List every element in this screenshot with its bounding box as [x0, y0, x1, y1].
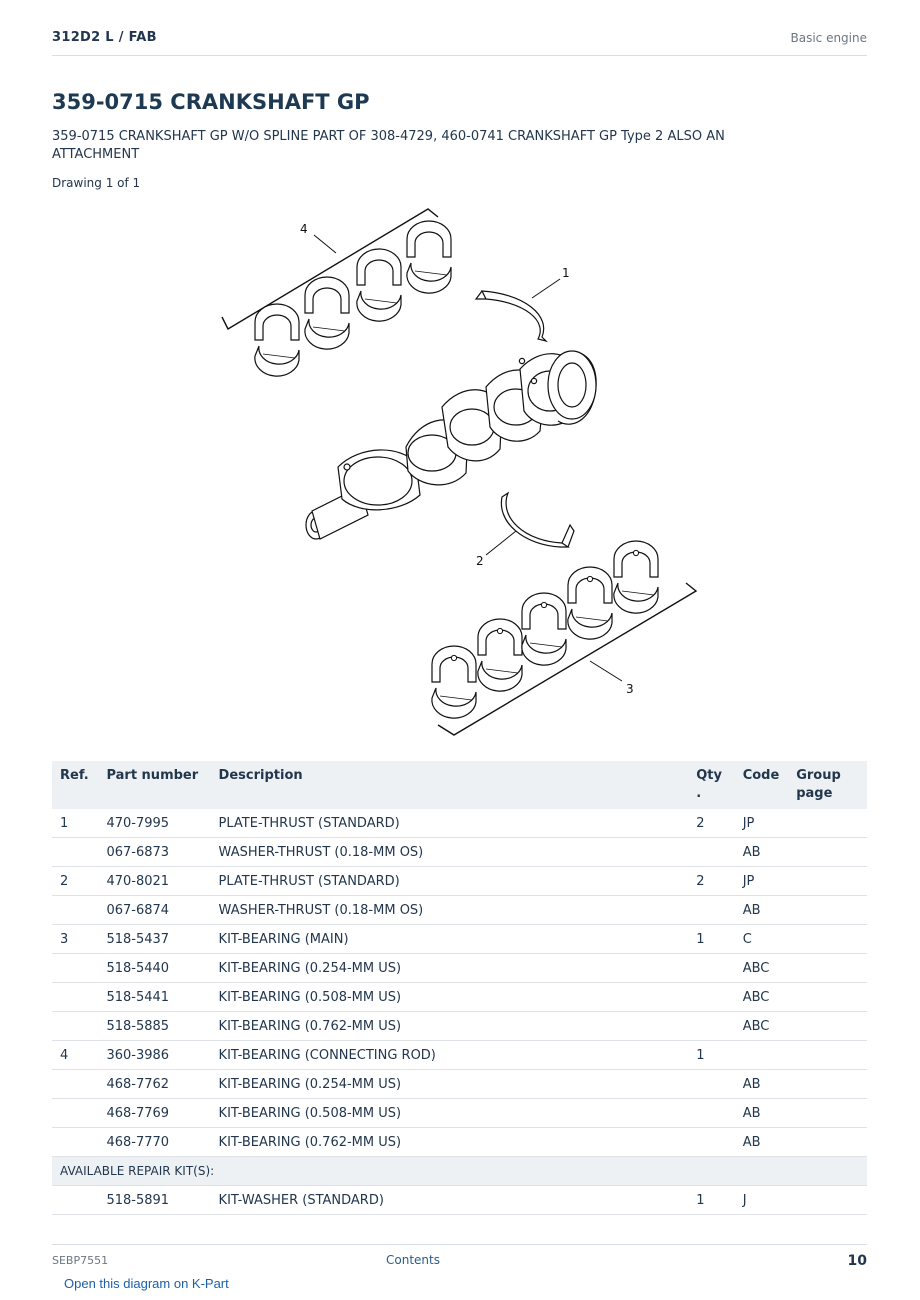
table-row: [52, 1070, 867, 1099]
part-number-cell: 468-7769: [98, 1099, 210, 1128]
ref-cell: [52, 1012, 98, 1041]
page-subtitle: 359-0715 CRANKSHAFT GP W/O SPLINE PART OF 308-4729, 460-0741 CRANKSHAFT GP Type 2 ALSO AN ATTACHMENT: [52, 129, 725, 162]
ref-cell: [52, 954, 98, 983]
crankshaft: [306, 351, 596, 539]
group-page-cell: [788, 1041, 867, 1070]
ref-cell: 1: [52, 809, 98, 838]
ref-cell: [52, 1128, 98, 1157]
table-row: [52, 954, 867, 983]
description-cell: KIT-BEARING (0.254-MM US): [211, 1070, 689, 1099]
ref-cell: [52, 983, 98, 1012]
qty-cell: 1: [688, 1041, 734, 1070]
ref-cell: 3: [52, 925, 98, 954]
part-number-cell: 518-5440: [98, 954, 210, 983]
drawing-label: Drawing 1 of 1: [52, 176, 141, 190]
part-number-cell: 468-7762: [98, 1070, 210, 1099]
part-number-cell: 518-5437: [98, 925, 210, 954]
ref-cell: [52, 1186, 98, 1215]
thrust-plate-upper: [476, 266, 570, 341]
part-number-cell: 518-5891: [98, 1186, 210, 1215]
group-page-cell: [788, 838, 867, 867]
group-page-cell: [788, 983, 867, 1012]
repair-kit-row: [52, 1186, 867, 1215]
group-page-cell: [788, 925, 867, 954]
col-code: Code: [735, 761, 789, 809]
description-cell: PLATE-THRUST (STANDARD): [211, 867, 689, 896]
col-part-number: Part number: [98, 761, 210, 809]
table-row: [52, 1099, 867, 1128]
code-cell: AB: [735, 1128, 789, 1157]
table-row: [52, 867, 867, 896]
table-row: [52, 1128, 867, 1157]
qty-cell: [688, 896, 734, 925]
kpart-link[interactable]: Open this diagram on K-Part: [64, 1276, 229, 1291]
page-header: [52, 28, 867, 56]
qty-cell: [688, 983, 734, 1012]
group-page-cell: [788, 1128, 867, 1157]
part-number-cell: 067-6873: [98, 838, 210, 867]
qty-cell: 1: [688, 925, 734, 954]
code-cell: [735, 1041, 789, 1070]
table-row: [52, 925, 867, 954]
ref-cell: [52, 1099, 98, 1128]
parts-table: [52, 761, 867, 1215]
table-row: [52, 1041, 867, 1070]
code-cell: C: [735, 925, 789, 954]
qty-cell: 1: [688, 1186, 734, 1215]
code-cell: AB: [735, 1070, 789, 1099]
parts-table-body: [52, 809, 867, 1215]
qty-cell: [688, 838, 734, 867]
ref-cell: [52, 1070, 98, 1099]
part-number-cell: 518-5885: [98, 1012, 210, 1041]
part-number-cell: 067-6874: [98, 896, 210, 925]
description-cell: KIT-BEARING (MAIN): [211, 925, 689, 954]
callout-2: 2: [476, 554, 484, 568]
group-page-cell: [788, 1070, 867, 1099]
qty-cell: [688, 1070, 734, 1099]
ref-cell: [52, 838, 98, 867]
description-cell: KIT-WASHER (STANDARD): [211, 1186, 689, 1215]
callout-1: 1: [562, 266, 570, 280]
repair-kits-label: AVAILABLE REPAIR KIT(S):: [52, 1157, 867, 1186]
col-ref: Ref.: [52, 761, 98, 809]
code-cell: JP: [735, 867, 789, 896]
description-cell: KIT-BEARING (0.762-MM US): [211, 1012, 689, 1041]
description-cell: WASHER-THRUST (0.18-MM OS): [211, 896, 689, 925]
thrust-plate-lower: [476, 493, 574, 568]
description-cell: WASHER-THRUST (0.18-MM OS): [211, 838, 689, 867]
code-cell: J: [735, 1186, 789, 1215]
table-row: [52, 809, 867, 838]
part-number-cell: 360-3986: [98, 1041, 210, 1070]
table-row: [52, 1012, 867, 1041]
qty-cell: [688, 1099, 734, 1128]
document-id: SEBP7551: [52, 1254, 109, 1267]
qty-cell: 2: [688, 867, 734, 896]
qty-cell: 2: [688, 809, 734, 838]
rod-bearing-group: [222, 209, 451, 376]
table-row: [52, 983, 867, 1012]
code-cell: AB: [735, 1099, 789, 1128]
callout-4: 4: [300, 222, 308, 236]
page-number: 10: [847, 1253, 867, 1269]
group-page-cell: [788, 1186, 867, 1215]
page-footer: [52, 1244, 867, 1275]
description-cell: KIT-BEARING (CONNECTING ROD): [211, 1041, 689, 1070]
code-cell: AB: [735, 838, 789, 867]
ref-cell: 2: [52, 867, 98, 896]
description-cell: KIT-BEARING (0.508-MM US): [211, 1099, 689, 1128]
description-cell: KIT-BEARING (0.254-MM US): [211, 954, 689, 983]
contents-link[interactable]: Contents: [386, 1253, 440, 1267]
callout-3: 3: [626, 682, 634, 696]
group-page-cell: [788, 1099, 867, 1128]
group-page-cell: [788, 809, 867, 838]
group-page-cell: [788, 896, 867, 925]
code-cell: ABC: [735, 954, 789, 983]
description-cell: PLATE-THRUST (STANDARD): [211, 809, 689, 838]
qty-cell: [688, 1012, 734, 1041]
col-description: Description: [211, 761, 689, 809]
group-page-cell: [788, 954, 867, 983]
ref-cell: 4: [52, 1041, 98, 1070]
ref-cell: [52, 896, 98, 925]
part-number-cell: 468-7770: [98, 1128, 210, 1157]
table-header-row: [52, 761, 867, 809]
crankshaft-diagram: [210, 195, 720, 740]
group-page-cell: [788, 1012, 867, 1041]
qty-cell: [688, 954, 734, 983]
part-number-cell: 470-8021: [98, 867, 210, 896]
model-label: 312D2 L / FAB: [52, 30, 157, 45]
description-cell: KIT-BEARING (0.508-MM US): [211, 983, 689, 1012]
main-bearing-group: [432, 541, 696, 735]
description-cell: KIT-BEARING (0.762-MM US): [211, 1128, 689, 1157]
code-cell: ABC: [735, 983, 789, 1012]
qty-cell: [688, 1128, 734, 1157]
code-cell: ABC: [735, 1012, 789, 1041]
table-row: [52, 896, 867, 925]
col-group-page: Group page: [788, 761, 867, 809]
col-qty: Qty .: [688, 761, 734, 809]
table-row: [52, 838, 867, 867]
part-number-cell: 470-7995: [98, 809, 210, 838]
repair-kits-header-row: [52, 1157, 867, 1186]
section-label: Basic engine: [790, 31, 867, 45]
code-cell: JP: [735, 809, 789, 838]
code-cell: AB: [735, 896, 789, 925]
page-title: 359-0715 CRANKSHAFT GP: [52, 90, 370, 114]
group-page-cell: [788, 867, 867, 896]
part-number-cell: 518-5441: [98, 983, 210, 1012]
